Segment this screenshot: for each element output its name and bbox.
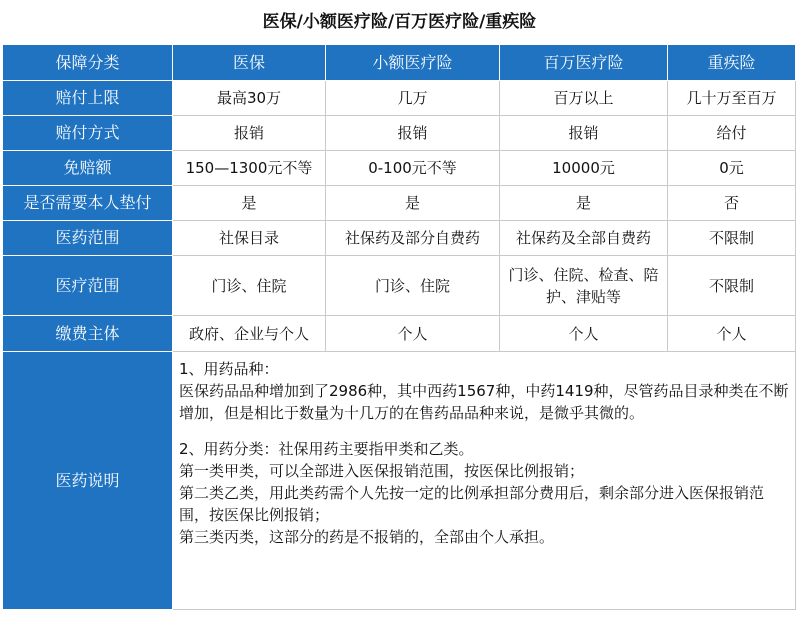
table-cell: 报销 [326,116,500,151]
table-cell: 个人 [668,316,796,352]
table-cell: 个人 [326,316,500,352]
table-cell: 10000元 [500,151,668,186]
note-paragraph: 第一类甲类，可以全部进入医保报销范围，按医保比例报销； [179,462,585,480]
table-cell: 报销 [173,116,326,151]
row-label: 医药范围 [3,221,173,256]
note-row [3,352,796,610]
table-row [3,256,796,316]
table-cell: 是 [326,186,500,221]
row-label: 赔付方式 [3,116,173,151]
row-label: 是否需要本人垫付 [3,186,173,221]
table-cell: 0元 [668,151,796,186]
table-cell: 否 [668,186,796,221]
table-cell: 是 [500,186,668,221]
header-million-medical: 百万医疗险 [500,45,668,81]
table-cell: 0-100元不等 [326,151,500,186]
note-label: 医药说明 [3,352,173,610]
table-row [3,81,796,116]
table-cell: 社保目录 [173,221,326,256]
table-row [3,116,796,151]
header-category: 保障分类 [3,45,173,81]
table-cell: 不限制 [668,221,796,256]
insurance-comparison-table [2,44,796,610]
note-paragraph: 医保药品品种增加到了2986种，其中西药1567种，中药1419种，尽管药品目录种类在不断增加，但是相比于数量为十几万的在售药品品种来说，是微乎其微的。 [179,382,789,422]
table-cell: 给付 [668,116,796,151]
table-cell: 门诊、住院 [173,256,326,316]
table-row [3,221,796,256]
table-cell: 门诊、住院、检查、陪护、津贴等 [500,256,668,316]
table-row [3,151,796,186]
table-cell: 政府、企业与个人 [173,316,326,352]
table-row [3,186,796,221]
table-cell: 不限制 [668,256,796,316]
note-paragraph: 第三类丙类，这部分的药是不报销的，全部由个人承担。 [179,528,555,546]
header-small-medical: 小额医疗险 [326,45,500,81]
header-row [3,45,796,81]
note-heading-1: 1、用药品种： [179,360,279,378]
table-cell: 几万 [326,81,500,116]
table-cell: 个人 [500,316,668,352]
table-cell: 百万以上 [500,81,668,116]
table-cell: 150—1300元不等 [173,151,326,186]
table-cell: 是 [173,186,326,221]
table-cell: 报销 [500,116,668,151]
table-cell: 门诊、住院 [326,256,500,316]
page-title: 医保/小额医疗险/百万医疗险/重疾险 [262,12,537,32]
header-critical-illness: 重疾险 [668,45,796,81]
row-label: 缴费主体 [3,316,173,352]
note-paragraph: 第二类乙类，用此类药需个人先按一定的比例承担部分费用后，剩余部分进入医保报销范围，按医保比例报销； [179,484,765,524]
table-cell: 最高30万 [173,81,326,116]
table-row [3,316,796,352]
table-cell: 几十万至百万 [668,81,796,116]
row-label: 医疗范围 [3,256,173,316]
row-label: 免赔额 [3,151,173,186]
table-cell: 社保药及部分自费药 [326,221,500,256]
medicine-notes [173,352,796,610]
header-medical-insurance: 医保 [173,45,326,81]
row-label: 赔付上限 [3,81,173,116]
note-heading-2: 2、用药分类：社保用药主要指甲类和乙类。 [179,440,474,458]
table-cell: 社保药及全部自费药 [500,221,668,256]
